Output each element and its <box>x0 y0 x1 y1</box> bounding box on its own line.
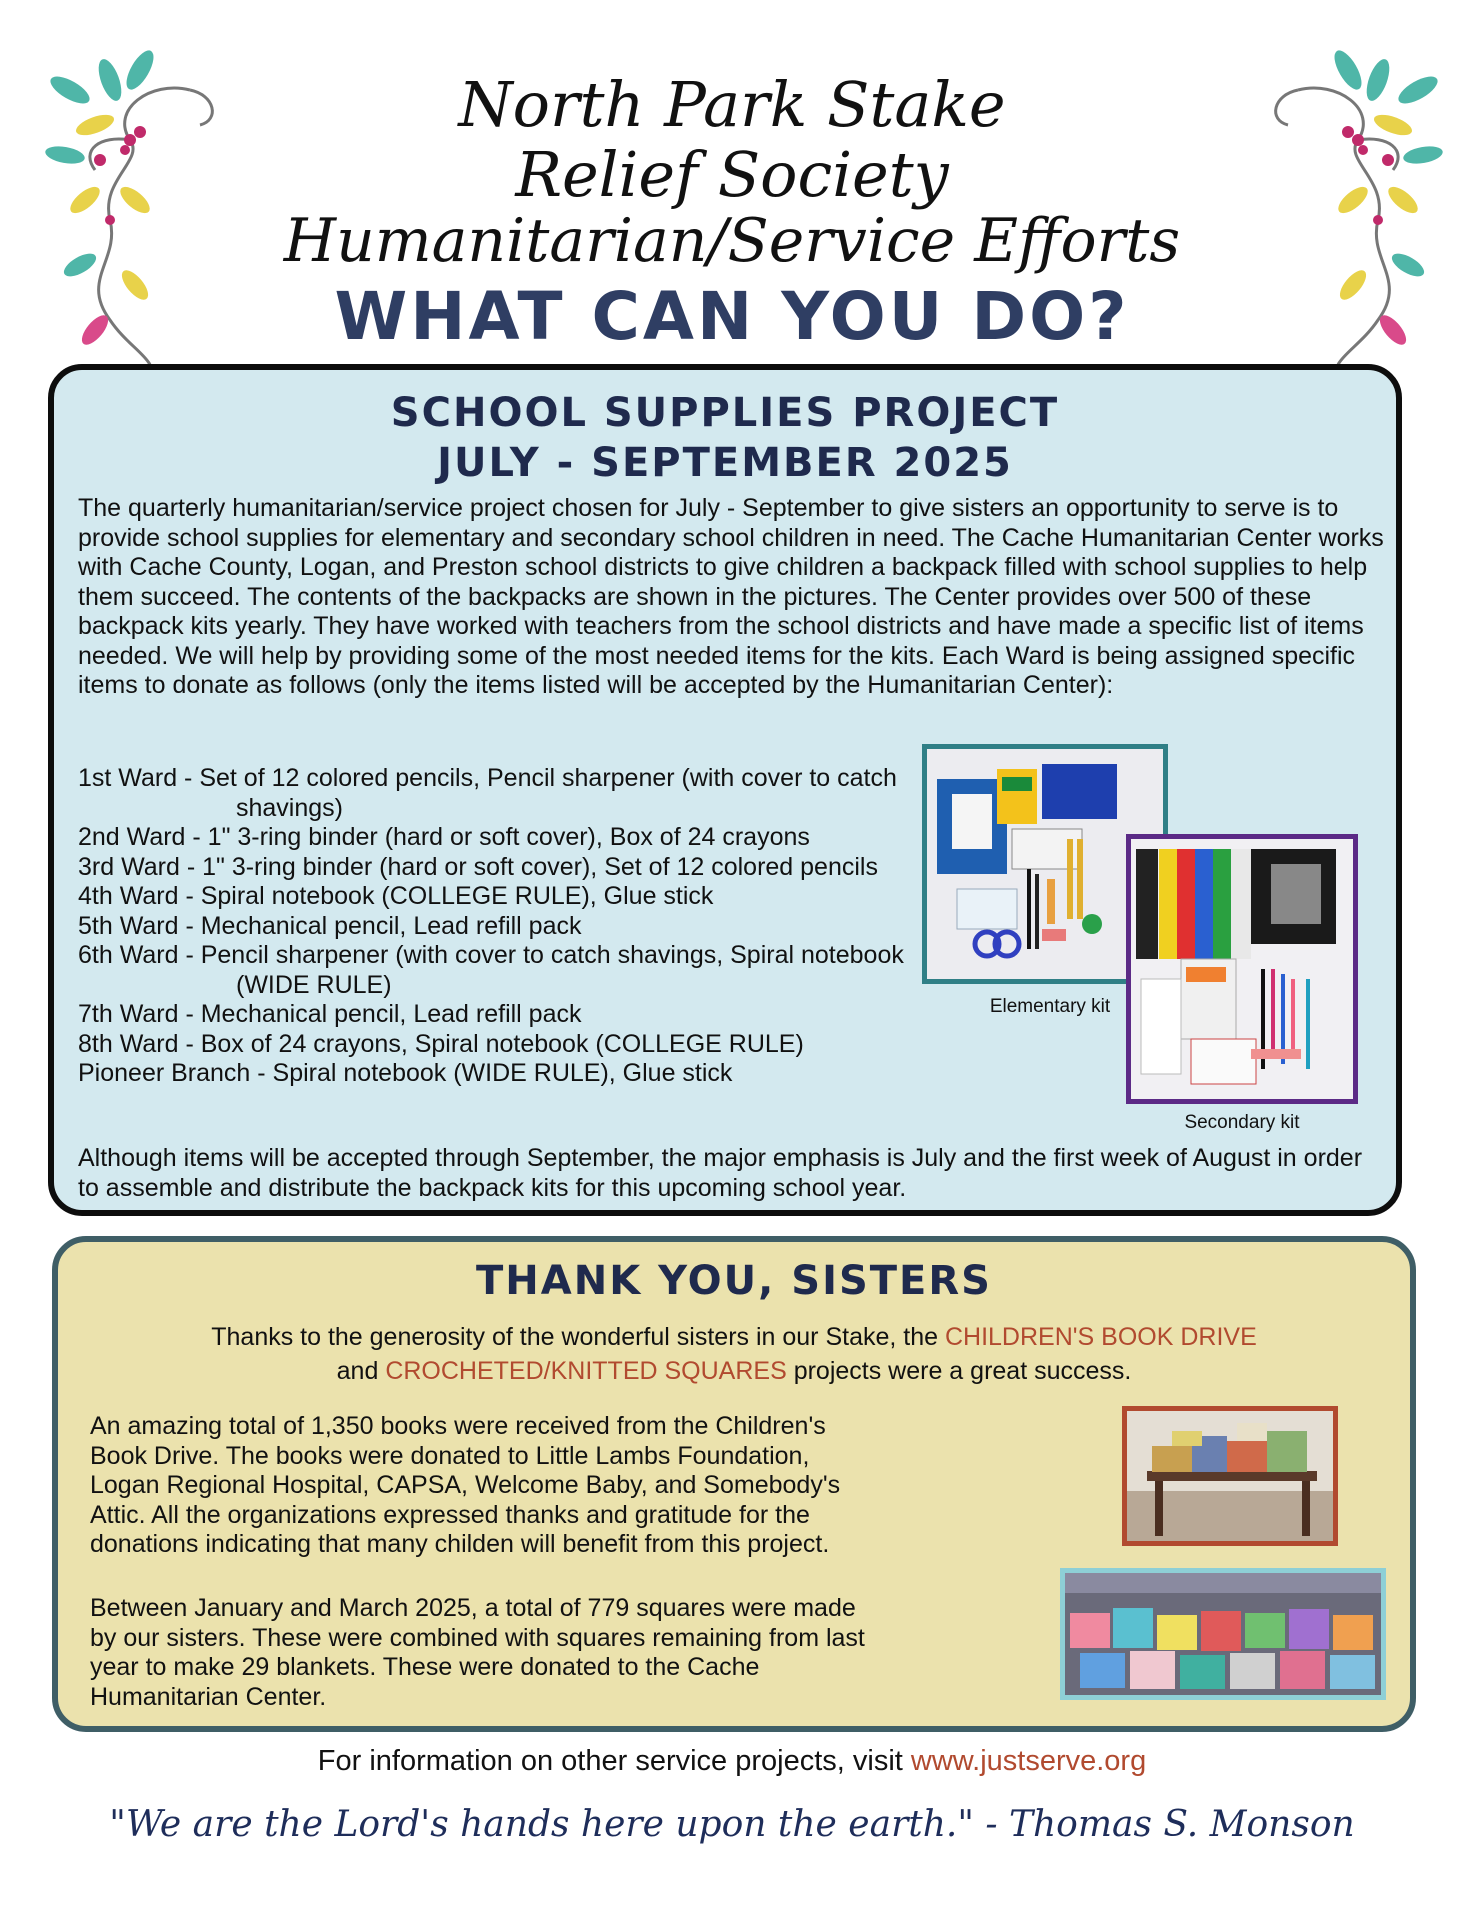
thank-you-title: THANK YOU, SISTERS <box>476 1258 992 1304</box>
secondary-kit-caption: Secondary kit <box>1184 1112 1300 1133</box>
ward-item: 4th Ward - Spiral notebook (COLLEGE RULE), Glue stick <box>78 882 714 910</box>
header-line-3: Humanitarian/Service Efforts <box>283 206 1181 276</box>
thank-you-intro-text: projects were a great success. <box>786 1357 1132 1385</box>
thank-you-intro-text: and <box>336 1357 386 1385</box>
monson-quote: "We are the Lord's hands here upon the earth." - Thomas S. Monson <box>109 1804 1355 1845</box>
squares-paragraph: Between January and March 2025, a total of 779 squares were made by our sisters. These were combined with squares remaining from last year to make 29 blankets. These were donated to the Cache Humanitarian Center. <box>90 1594 865 1711</box>
ward-item: 3rd Ward - 1" 3-ring binder (hard or soft cover), Set of 12 colored pencils <box>78 852 878 881</box>
book-drive-highlight: CHILDREN'S BOOK DRIVE <box>944 1323 1257 1351</box>
school-project-title: SCHOOL SUPPLIES PROJECT <box>390 390 1060 436</box>
ward-item: Pioneer Branch - Spiral notebook (WIDE RULE), Glue stick <box>78 1059 733 1087</box>
header-line-1: North Park Stake <box>458 68 1006 141</box>
elementary-kit-caption: Elementary kit <box>989 996 1111 1017</box>
header-line-2: Relief Society <box>515 138 949 211</box>
justserve-link[interactable]: www.justserve.org <box>910 1745 1147 1777</box>
footer-info <box>0 1745 1464 1778</box>
ward-item: 1st Ward - Set of 12 colored pencils, Pencil sharpener (with cover to catch shavings) <box>78 764 897 822</box>
footer-info-text: For information on other service projects, visit <box>317 1745 911 1777</box>
blankets-photo <box>1060 1568 1386 1700</box>
ward-item: 8th Ward - Box of 24 crayons, Spiral notebook (COLLEGE RULE) <box>78 1029 804 1058</box>
school-supplies-panel <box>48 364 1402 1216</box>
book-drive-paragraph: An amazing total of 1,350 books were received from the Children's Book Drive. The books were donated to Little Lambs Foundation, Logan Regional Hospital, CAPSA, Welcome Baby, and Somebody's Attic. All the organizations expressed thanks and gratitude for the donations indicating that many childen will benefit from this project. <box>90 1412 841 1558</box>
school-project-intro: The quarterly humanitarian/service project chosen for July - September to give sisters an opportunity to serve is to provide school supplies for elementary and secondary school children in need. The Cache Humanitarian Center works with Cache County, Logan, and Preston school districts to give children a backpack filled with school supplies to help them succeed. The contents of the backpacks are shown in the pictures. The Center provides over 500 of these backpack kits yearly. They have worked with teachers from the school districts and have made a specific list of items needed. We will help by providing some of the most needed items for the kits. Each Ward is being assigned specific items to donate as follows (only the items listed will be accepted by the Humanitarian Center): <box>78 494 1384 699</box>
ward-item: 5th Ward - Mechanical pencil, Lead refill pack <box>78 911 582 940</box>
ward-assignment-list <box>78 764 938 1089</box>
ward-item: 2nd Ward - 1" 3-ring binder (hard or soft cover), Box of 24 crayons <box>78 823 810 851</box>
secondary-kit-photo <box>1126 834 1358 1104</box>
ward-item: 6th Ward - Pencil sharpener (with cover to catch shavings, Spiral notebook (WIDE RULE) <box>78 941 904 999</box>
book-drive-photo <box>1122 1406 1338 1546</box>
thank-you-intro-text: Thanks to the generosity of the wonderful sisters in our Stake, the <box>211 1323 945 1351</box>
ward-item: 7th Ward - Mechanical pencil, Lead refill pack <box>78 1000 582 1028</box>
thank-you-intro <box>58 1320 1410 1388</box>
school-project-closing: Although items will be accepted through September, the major emphasis is July and the first week of August in order to assemble and distribute the backpack kits for this upcoming school year. <box>78 1144 1363 1202</box>
thank-you-panel <box>52 1236 1416 1732</box>
headline: WHAT CAN YOU DO? <box>334 278 1130 355</box>
school-project-dates: JULY - SEPTEMBER 2025 <box>437 440 1013 486</box>
squares-highlight: CROCHETED/KNITTED SQUARES <box>385 1357 787 1385</box>
